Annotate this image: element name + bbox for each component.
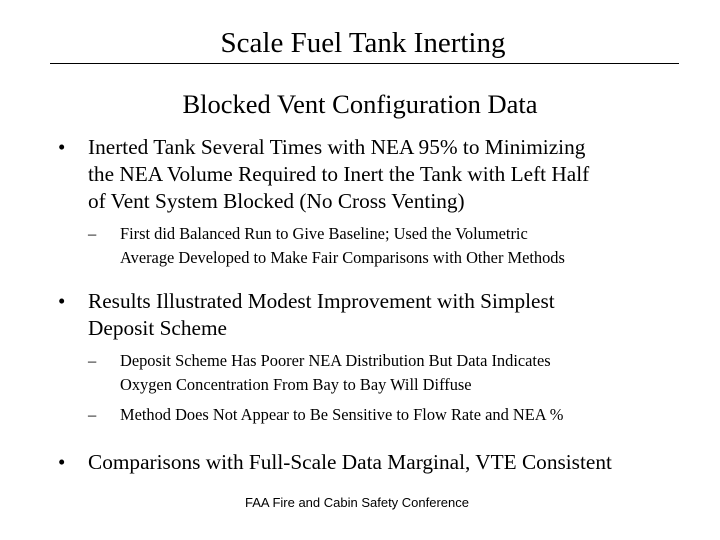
bullet-marker: •	[58, 289, 66, 313]
sub-bullet-marker: –	[88, 224, 97, 243]
slide-title: Scale Fuel Tank Inerting	[220, 27, 506, 59]
bullet-2-line-2: Deposit Scheme	[88, 316, 227, 340]
bullet-1	[58, 134, 590, 215]
slide-subtitle: Blocked Vent Configuration Data	[182, 89, 538, 119]
sub-bullet-marker: –	[88, 405, 97, 424]
bullet-2-sub-1	[88, 349, 551, 397]
bullet-3	[58, 449, 612, 476]
bullet-2-sub-1-line-2: Oxygen Concentration From Bay to Bay Will Diffuse	[120, 375, 472, 394]
bullet-2-sub-2	[88, 403, 564, 427]
sub-bullet-marker: –	[88, 351, 97, 370]
bullet-marker: •	[58, 450, 66, 474]
bullet-marker: •	[58, 135, 66, 159]
bullet-2-sub-2-line-1: Method Does Not Appear to Be Sensitive to Flow Rate and NEA %	[120, 405, 564, 424]
bullet-3-line-1: Comparisons with Full-Scale Data Marginal, VTE Consistent	[88, 450, 612, 474]
bullet-1-line-3: of Vent System Blocked (No Cross Venting)	[88, 189, 465, 213]
bullet-1-sub-1-line-2: Average Developed to Make Fair Comparisons with Other Methods	[120, 248, 565, 267]
bullet-2	[58, 288, 555, 342]
bullet-2-line-1: Results Illustrated Modest Improvement with Simplest	[88, 289, 555, 313]
bullet-1-sub-1-line-1: First did Balanced Run to Give Baseline; Used the Volumetric	[120, 224, 528, 243]
bullet-1-sub-1	[88, 222, 565, 270]
bullet-1-line-1: Inerted Tank Several Times with NEA 95% to Minimizing	[88, 135, 586, 159]
slide-footer: FAA Fire and Cabin Safety Conference	[244, 495, 469, 510]
title-divider	[50, 63, 679, 64]
bullet-2-sub-1-line-1: Deposit Scheme Has Poorer NEA Distribution But Data Indicates	[120, 351, 551, 370]
bullet-1-line-2: the NEA Volume Required to Inert the Tank with Left Half	[88, 162, 590, 186]
